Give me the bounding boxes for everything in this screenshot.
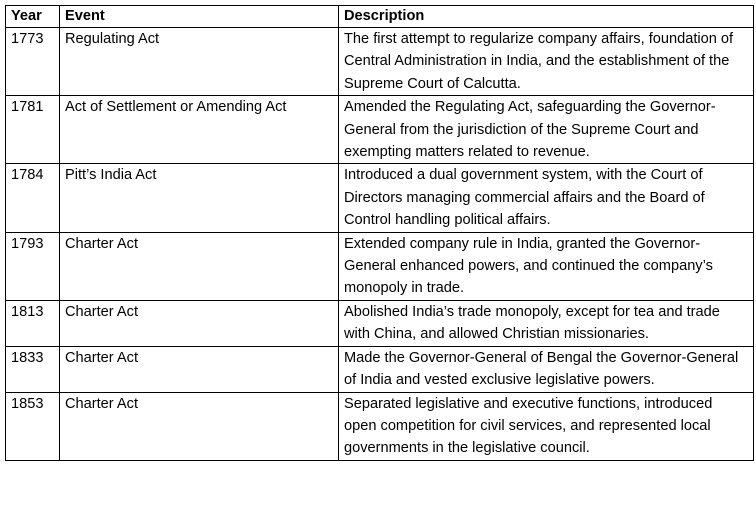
year-cell: 1784 bbox=[6, 164, 60, 232]
description-cell: Extended company rule in India, granted the Governor-General enhanced powers, and continued the company’s monopoly in trade. bbox=[339, 232, 754, 300]
event-cell: Charter Act bbox=[60, 392, 339, 460]
event-cell: Regulating Act bbox=[60, 28, 339, 96]
table-row bbox=[6, 28, 754, 96]
event-cell: Charter Act bbox=[60, 346, 339, 392]
table-row bbox=[6, 96, 754, 164]
description-column-header: Description bbox=[339, 6, 754, 28]
year-cell: 1781 bbox=[6, 96, 60, 164]
table-row bbox=[6, 346, 754, 392]
event-cell: Charter Act bbox=[60, 300, 339, 346]
year-cell: 1853 bbox=[6, 392, 60, 460]
year-column-header: Year bbox=[6, 6, 60, 28]
year-cell: 1813 bbox=[6, 300, 60, 346]
event-cell: Pitt’s India Act bbox=[60, 164, 339, 232]
event-cell: Act of Settlement or Amending Act bbox=[60, 96, 339, 164]
description-cell: Made the Governor-General of Bengal the Governor-General of India and vested exclusive legislative powers. bbox=[339, 346, 754, 392]
event-cell: Charter Act bbox=[60, 232, 339, 300]
table-row bbox=[6, 232, 754, 300]
year-cell: 1833 bbox=[6, 346, 60, 392]
header-row bbox=[6, 6, 754, 28]
table-row bbox=[6, 392, 754, 460]
year-cell: 1773 bbox=[6, 28, 60, 96]
description-cell: Separated legislative and executive functions, introduced open competition for civil services, and represented local governments in the legislative council. bbox=[339, 392, 754, 460]
event-column-header: Event bbox=[60, 6, 339, 28]
history-table bbox=[5, 5, 754, 461]
year-cell: 1793 bbox=[6, 232, 60, 300]
description-cell: The first attempt to regularize company affairs, foundation of Central Administration in India, and the establishment of the Supreme Court of Calcutta. bbox=[339, 28, 754, 96]
description-cell: Abolished India’s trade monopoly, except for tea and trade with China, and allowed Christian missionaries. bbox=[339, 300, 754, 346]
description-cell: Introduced a dual government system, with the Court of Directors managing commercial affairs and the Board of Control handling political affairs. bbox=[339, 164, 754, 232]
table-row bbox=[6, 300, 754, 346]
description-cell: Amended the Regulating Act, safeguarding the Governor-General from the jurisdiction of the Supreme Court and exempting matters related to revenue. bbox=[339, 96, 754, 164]
table-row bbox=[6, 164, 754, 232]
